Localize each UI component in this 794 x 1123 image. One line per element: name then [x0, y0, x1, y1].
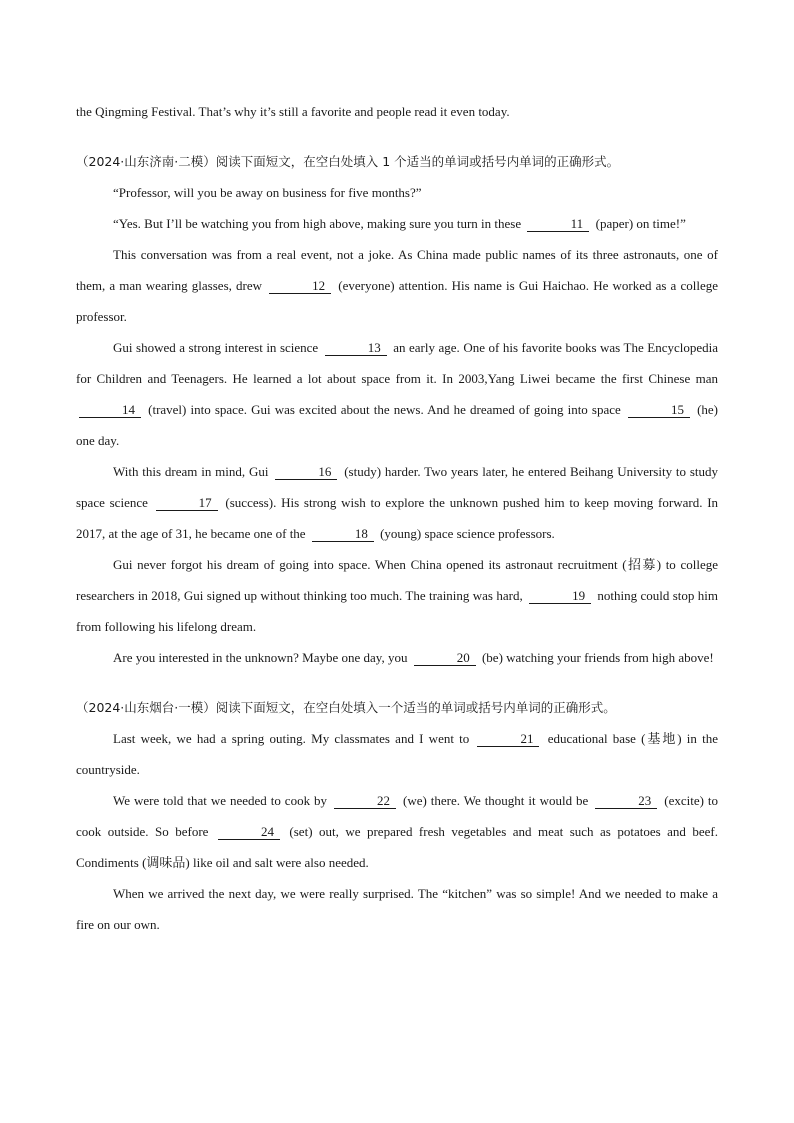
passage1-p1: “Professor, will you be away on business for five months?”	[113, 185, 422, 200]
passage1-p4: Gui showed a strong interest in science 13 an early age. One of his favorite books was The Encyclopedia for Children and Teenagers. He learned a lot about space from it. In 2003,Yang Liwei became the first Chinese man 14 (travel) into space. Gui was excited about the news. And he dreamed of going into space 15 (he) one day.	[76, 340, 718, 448]
blank-11[interactable]: 11	[527, 217, 589, 232]
passage2-p2: We were told that we needed to cook by 22 (we) there. We thought it would be 23 (excite) to cook outside. So before 24 (set) out, we prepared fresh vegetables and meat such as potatoes and beef. Condiments (调味品) like oil and salt were also needed.	[76, 793, 719, 870]
passage1-header: （2024·山东济南·二模）阅读下面短文，在空白处填入 1 个适当的单词或括号内单词的正确形式。	[76, 154, 620, 169]
blank-16[interactable]: 16	[275, 465, 337, 480]
passage1-p7: Are you interested in the unknown? Maybe one day, you 20 (be) watching your friends from high above!	[113, 650, 714, 665]
passage1-p6: Gui never forgot his dream of going into space. When China opened its astronaut recruitment (招募) to college researchers in 2018, Gui signed up without thinking too much. The training was hard, 19 nothing could stop him from following his lifelong dream.	[76, 557, 718, 634]
passage1-p2: “Yes. But I’ll be watching you from high above, making sure you turn in these 11 (paper) on time!”	[113, 216, 686, 231]
passage2-header: （2024·山东烟台·一模）阅读下面短文，在空白处填入一个适当的单词或括号内单词的正确形式。	[76, 700, 616, 715]
blank-13[interactable]: 13	[325, 341, 387, 356]
blank-15[interactable]: 15	[628, 403, 690, 418]
passage1-p5: With this dream in mind, Gui 16 (study) harder. Two years later, he entered Beihang University to study space science 17 (success). His strong wish to explore the unknown pushed him to keep moving forward. In 2017, at the age of 31, he became one of the 18 (young) space science professors.	[76, 464, 719, 541]
blank-24[interactable]: 24	[218, 825, 280, 840]
blank-14[interactable]: 14	[79, 403, 141, 418]
document-page	[76, 96, 718, 940]
blank-17[interactable]: 17	[156, 496, 218, 511]
blank-23[interactable]: 23	[595, 794, 657, 809]
blank-20[interactable]: 20	[414, 651, 476, 666]
intro-tail: the Qingming Festival. That’s why it’s still a favorite and people read it even today.	[76, 104, 510, 119]
passage1-p3: This conversation was from a real event, not a joke. As China made public names of its three astronauts, one of them, a man wearing glasses, drew 12 (everyone) attention. His name is Gui Haichao. He worked as a college professor.	[76, 247, 718, 324]
passage2-p1: Last week, we had a spring outing. My classmates and I went to 21 educational base (基地) in the countryside.	[76, 731, 719, 777]
passage2-p3: When we arrived the next day, we were really surprised. The “kitchen” was so simple! And we needed to make a fire on our own.	[76, 886, 718, 932]
blank-18[interactable]: 18	[312, 527, 374, 542]
blank-12[interactable]: 12	[269, 279, 331, 294]
blank-19[interactable]: 19	[529, 589, 591, 604]
blank-22[interactable]: 22	[334, 794, 396, 809]
blank-21[interactable]: 21	[477, 732, 539, 747]
